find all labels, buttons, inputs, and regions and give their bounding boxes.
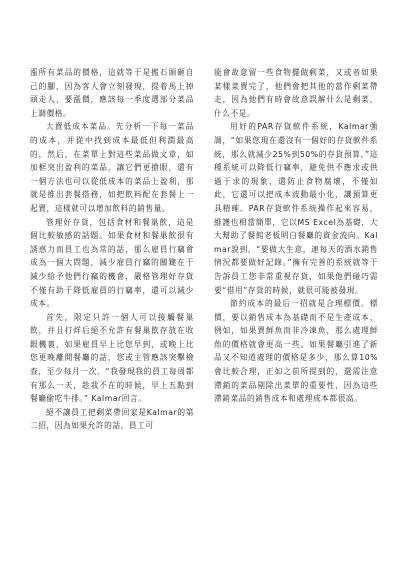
left-column [30,66,194,433]
text-columns [30,66,378,433]
paragraph-pricing: 節約成本的最后一招就是合理標價。標價，要以銷售成本為基礎而不是生產成本，例如，如果賣鮮魚而非冷凍魚，那么處理鮮魚的價格就會更高一些。如果餐廳引進了新品又不知道處理的價格是多少，那么算10%會比較合理，正如之前所提到的，還需注意滯銷的菜品剔除出菜單的重要性，因為這些滯銷菜品的銷售成本和處理成本都很高。 [214,299,378,404]
paragraph-leftovers: 絕不讓員工把剩菜帶回家是Kalmar的第二招，因為如果允許的話，員工可 [30,407,194,431]
paragraph-price-adjust: 漲所有菜品的價格，這就等于是搬石頭砸自己的腳，因為客人會立刻發現，提着馬上掉頭走人，要漲價，應該每一季度選部分菜品上調價格。 [30,68,194,118]
paragraph-inventory: 管理好存貨，包括食材和餐巢飲，這是個比較敏感的話題。如果食材和餐巢飲很有誘惑力而員工也為常的話，那么雇員行竊會成為一個大問題，減少雇員行竊的關鍵在于減少給予他們行竊的機會，嚴格管理好存貨不僅有助于降低雇員的行竊率，還可以減少成本。 [30,217,194,309]
paragraph-leftovers-cont: 能會故意留一些食物擺做剩菜，又或者如果某樣菜賣完了，他們會把其他的當作剩菜帶走，因為他們有時會故意誤解什么是剩菜，什么不是。 [214,68,378,118]
paragraph-par-software: 用好的PAR存貨軟件系統，Kalmar強調，“如果您現在還沒有一個好的存貨軟件系統，那么就減少25%到50%的存貨預算。”這種系統可以降低行竊率，避免供不應求或供過于求的現象，還防止食物腐壞，不僅如此，它還可以把成本波動最小化，讓預算更具精確。PAR存貨軟件系統操作起來容易，維護也相當簡單，它以MS Excel為基礎，大大幫助了餐館老板明白餐廳的資金流向。Kalmar說到，“要做大生意，連每天的酒水銷售情況都要做好記錄。”擁有完善的系統就等于告訴員工您非常重視存貨，如果他們碰巧需要“借用”存貨的時候，就很可能被發現。 [214,122,378,295]
paragraph-low-cost-items: 大賣低成本菜品。先分析一下每一菜品的成本，并從中找到成本最低但利潤最高的，然后，在菜單上對這些菜品做文章，如加框突出盈利的菜品，讓它們更搶眼，還有一個方法也可以從低成本的菜品上盈利，那就是推出套餐搭務，如把飲料配在套餐上一起賣，這樣就可以增加飲料的銷售量。 [30,122,194,213]
right-column [214,66,378,433]
paragraph-access-control: 首先，限定只許一個人可以接觸餐巢飲，并且打烊后絕不允許有餐巢飲存放在收銀機裏，如果雇員早上比您早到，或晚上比您更晚離開餐廳的話，您或主管應該突擊檢查，至少每月一次。“我發現我的員工每周都有那么一天，趁我不在的時候，早上五點到餐廳偷吃牛排。” Kalmar回言。 [30,312,194,404]
